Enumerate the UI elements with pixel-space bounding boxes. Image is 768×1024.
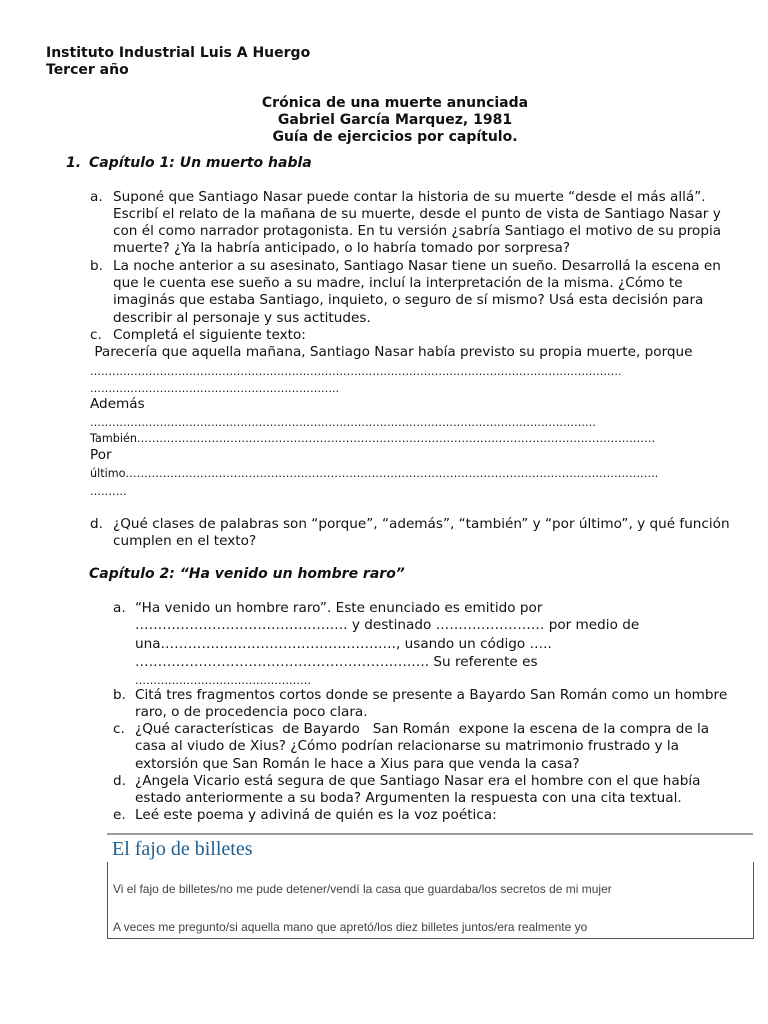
item-2a-marker: a. [113,600,126,616]
item-2a-line: …………………………………….…. y destinado …………………… por medio de [135,617,640,633]
item-1a-line: Escribí el relato de la mañana de su muerte, desde el punto de vista de Santiago Nasar y [113,206,721,222]
item-1c-marker: c. [90,327,102,343]
school-year: Tercer año [46,62,129,78]
item-2c-line: casa al viudo de Xius? ¿Cómo podrían relacionarse su matrimonio frustrado y la [135,738,679,754]
item-2d-line: ¿Angela Vicario está segura de que Santiago Nasar era el hombre con el que había [135,773,701,789]
guide-title: Guía de ejercicios por capítulo. [272,129,518,145]
item-1b-line: que le cuenta ese sueño a su madre, incluí la interpretación de la misma. ¿Cómo te [113,275,683,291]
item-2e-marker: e. [113,807,126,823]
item-2d-marker: d. [113,773,126,789]
chapter2-heading: Capítulo 2: “Ha venido un hombre raro” [89,566,405,582]
item-1b-line: La noche anterior a su asesinato, Santiago Nasar tiene un sueño. Desarrollá la escena en [113,258,721,274]
book-title: Crónica de una muerte anunciada [261,95,529,111]
item-1c-instruction: Completá el siguiente texto: [113,327,306,343]
fill-in-blank[interactable]: ………………………………………………………………………………………………………………………… [90,416,596,429]
item-2b-line: raro, o de procedencia poco clara. [135,704,368,720]
item-1d-line: ¿Qué clases de palabras son “porque”, “además”, “también” y “por último”, y qué función [113,516,730,532]
poem-divider [107,833,753,835]
poem-line: A veces me pregunto/si aquella mano que apretó/los diez billetes juntos/era realmente yo [113,920,588,934]
item-2c-line: extorsión que San Román le hace a Xius para que venda la casa? [135,756,580,772]
fill-in-blank[interactable]: ………………………………………………………….. [90,382,339,395]
poem-title: El fajo de billetes [112,838,253,860]
item-2c-marker: c. [113,721,125,737]
fill-in-line: Por [90,447,112,463]
fill-in-blank[interactable]: También…………………………………………………………………………………………………………………………. [90,432,656,445]
item-2d-line: estado anteriormente a su boda? Argumenten la respuesta con una cita textual. [135,790,682,806]
fill-in-blank[interactable]: ………………………………………………………………………………………………………………………………. [90,365,622,378]
institute-name: Instituto Industrial Luis A Huergo [46,45,311,61]
item-2a-line: una……………………………………………., usando un código ….. [135,636,552,652]
item-1b-marker: b. [90,258,103,274]
fill-in-blank[interactable]: último…………………………………………………………………………………………………………………………….. [90,467,659,480]
item-1a-line: muerte? ¿Ya la habría anticipado, o lo habría tomado por sorpresa? [113,240,571,256]
item-1a-line: Suponé que Santiago Nasar puede contar la historia de su muerte “desde el más allá”. [113,189,706,205]
poem-line: Vi el fajo de billetes/no me pude detener/vendí la casa que guardaba/los secretos de mi mujer [113,882,612,896]
item-1b-line: describir al personaje y sus actitudes. [113,310,371,326]
item-1a-line: con él como narrador protagonista. En tu versión ¿sabría Santiago el motivo de su propia [113,223,722,239]
item-2a-line: “Ha venido un hombre raro”. Este enunciado es emitido por [135,600,543,616]
item-2c-line: ¿Qué características de Bayardo San Román expone la escena de la compra de la [135,721,710,737]
book-author: Gabriel García Marquez, 1981 [277,112,513,128]
item-1d-marker: d. [90,516,103,532]
item-2b-marker: b. [113,687,126,703]
fill-in-blank[interactable]: ………. [90,485,127,498]
chapter1-heading: Capítulo 1: Un muerto habla [89,155,312,171]
item-1b-line: imaginás que estaba Santiago, inquieto, o seguro de sí mismo? Usá esta decisión para [113,292,704,308]
item-2e-line: Leé este poema y adiviná de quién es la voz poética: [135,807,497,823]
item-1a-marker: a. [90,189,103,205]
fill-in-line: Además [90,396,145,412]
item-1d-line: cumplen en el texto? [113,533,257,549]
item-2a-line: ………………………………………… [135,674,311,687]
chapter1-number: 1. [66,155,82,171]
item-2b-line: Citá tres fragmentos cortos donde se presente a Bayardo San Román como un hombre [135,687,728,703]
fill-in-line: Parecería que aquella mañana, Santiago Nasar había previsto su propia muerte, porque [90,344,693,360]
item-2a-line: …………………………………………………….…. Su referente es [135,654,538,670]
